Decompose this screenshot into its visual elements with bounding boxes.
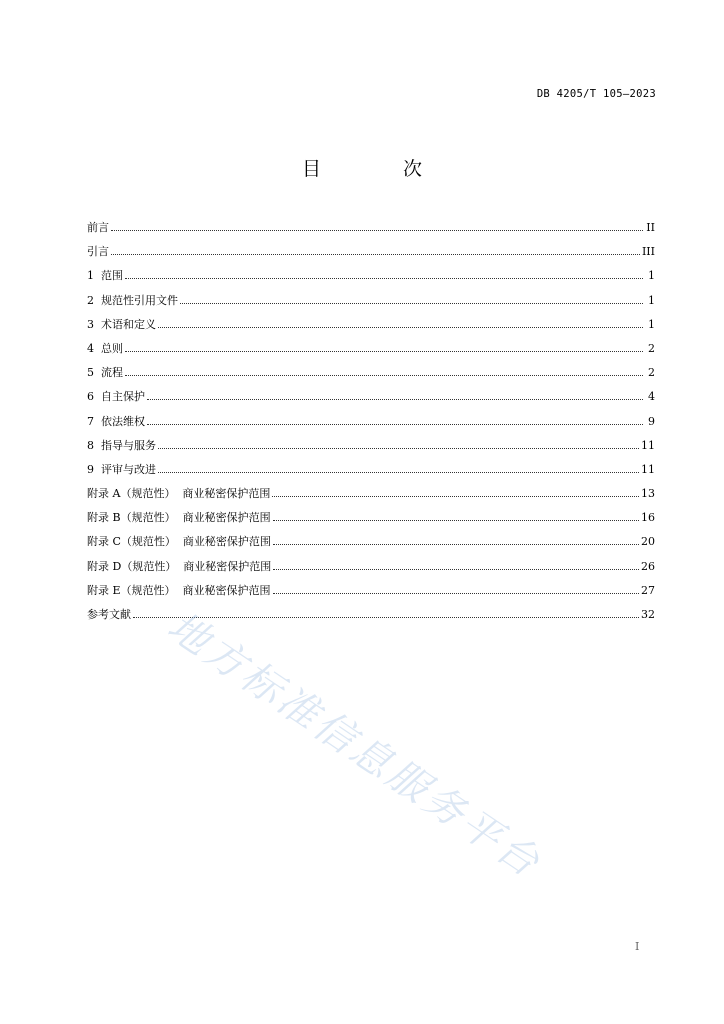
toc-entry-label: 4 总则 [87,341,123,355]
toc-entry-page: 2 [648,366,655,380]
dot-leader [273,569,639,570]
dot-leader [133,617,639,618]
toc-entry-page: 1 [648,317,655,331]
dot-leader [111,230,643,231]
toc-entry[interactable] [87,243,655,267]
toc-entry[interactable] [87,292,655,316]
toc-entry[interactable] [87,509,655,533]
toc-entry-label: 5 流程 [87,366,123,380]
toc-entry-label: 附录 D（规范性） 商业秘密保护范围 [87,559,272,573]
toc-entry-page: 1 [648,269,655,283]
toc-entry[interactable] [87,461,655,485]
toc-entry[interactable] [87,267,655,291]
dot-leader [125,351,643,352]
dot-leader [273,593,639,594]
dot-leader [272,496,639,497]
toc-entry-label: 附录 C（规范性） 商业秘密保护范围 [87,535,271,549]
toc-entry-page: 11 [641,438,655,452]
dot-leader [125,278,643,279]
dot-leader [111,254,640,255]
dot-leader [147,399,643,400]
table-of-contents [87,219,655,630]
toc-entry-page: 11 [641,462,655,476]
dot-leader [158,472,639,473]
page-number: I [635,940,640,953]
toc-entry[interactable] [87,606,655,630]
toc-entry-page: 9 [648,414,655,428]
dot-leader [158,448,639,449]
toc-entry-label: 附录 E（规范性） 商业秘密保护范围 [87,583,271,597]
toc-entry[interactable] [87,219,655,243]
dot-leader [147,424,643,425]
toc-entry-page: 16 [641,511,655,525]
toc-entry[interactable] [87,437,655,461]
toc-entry[interactable] [87,388,655,412]
toc-entry-page: 26 [641,559,655,573]
toc-entry-page: 32 [641,608,655,621]
toc-entry-page: 4 [648,390,655,404]
toc-entry-page: 27 [641,583,655,597]
toc-entry[interactable] [87,316,655,340]
toc-entry-label: 9 评审与改进 [87,462,156,476]
toc-entry-label: 7 依法维权 [87,414,145,428]
toc-entry-label: 前言 [87,221,109,234]
toc-entry-label: 1 范围 [87,269,123,283]
page-title: 目 次 [301,158,461,180]
toc-entry-label: 3 术语和定义 [87,317,156,331]
toc-entry-page: III [641,245,655,259]
toc-entry[interactable] [87,558,655,582]
toc-entry-label: 附录 A（规范性） 商业秘密保护范围 [87,487,271,501]
toc-entry[interactable] [87,364,655,388]
toc-entry-label: 附录 B（规范性） 商业秘密保护范围 [87,511,271,525]
toc-entry[interactable] [87,582,655,606]
toc-entry[interactable] [87,413,655,437]
toc-entry-label: 参考文献 [87,608,131,621]
toc-entry[interactable] [87,533,655,557]
dot-leader [273,520,639,521]
toc-entry-page: 13 [641,487,655,501]
toc-entry[interactable] [87,485,655,509]
toc-entry-page: II [646,221,655,234]
dot-leader [125,375,643,376]
toc-entry-page: 20 [641,535,655,549]
dot-leader [180,303,643,304]
toc-entry-label: 2 规范性引用文件 [87,293,178,307]
toc-entry-page: 1 [648,293,655,307]
toc-entry[interactable] [87,340,655,364]
toc-entry-page: 2 [648,341,655,355]
toc-entry-label: 引言 [87,245,109,259]
dot-leader [273,544,639,545]
watermark: 地方标准信息服务平台 [159,603,550,888]
standard-code: DB 4205/T 105—2023 [536,88,656,100]
toc-entry-label: 8 指导与服务 [87,438,156,452]
toc-entry-label: 6 自主保护 [87,390,145,404]
dot-leader [158,327,643,328]
